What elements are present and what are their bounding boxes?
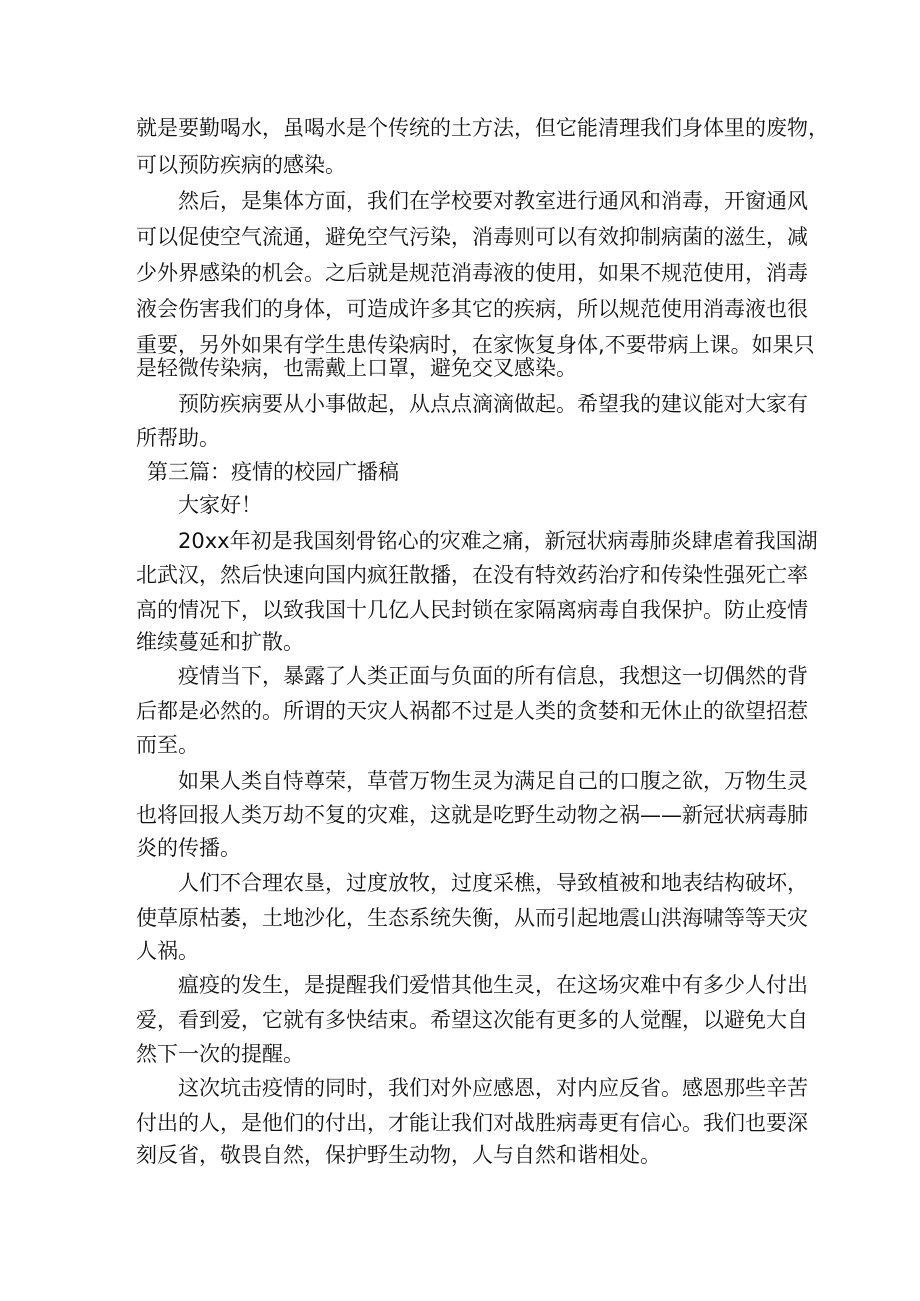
text-line: 少外界感染的机会。之后就是规范消毒液的使用，如果不规范使用，消毒 xyxy=(136,261,808,285)
text-line: 人们不合理农垦，过度放牧，过度采樵，导致植被和地表结构破坏， xyxy=(178,871,808,895)
text-line: 维续蔓延和扩散。 xyxy=(136,630,304,654)
text-line: 然下一次的提醒。 xyxy=(136,1042,304,1066)
text-line: 人祸。 xyxy=(136,939,199,963)
text-line: 炎的传播。 xyxy=(136,836,241,860)
text-line: 可以预防疾病的感染。 xyxy=(136,153,346,177)
section-heading: 第三篇：疫情的校园广播稿 xyxy=(147,460,399,484)
text-line: 预防疾病要从小事做起，从点点滴滴做起。希望我的建议能对大家有 xyxy=(178,392,808,416)
text-line: 付出的人，是他们的付出，才能让我们对战胜病毒更有信心。我们也要深 xyxy=(136,1111,808,1135)
text-line: 北武汉，然后快速向国内疯狂散播，在没有特效药治疗和传染性强死亡率 xyxy=(136,563,808,587)
text-line: 刻反省，敬畏自然，保护野生动物，人与自然和谐相处。 xyxy=(136,1143,661,1167)
text-line: 也将回报人类万劫不复的灾难，这就是吃野生动物之祸——新冠状病毒肺 xyxy=(136,803,808,827)
text-line: 然后，是集体方面，我们在学校要对教室进行通风和消毒，开窗通风 xyxy=(178,189,808,213)
text-line: 可以促使空气流通，避免空气污染，消毒则可以有效抑制病菌的滋生，减 xyxy=(136,225,808,249)
text-line: 液会伤害我们的身体，可造成许多其它的疾病，所以规范使用消毒液也很 xyxy=(136,297,808,321)
text-line: 所帮助。 xyxy=(136,426,220,450)
text-line: 疫情当下，暴露了人类正面与负面的所有信息，我想这一切偶然的背 xyxy=(178,664,808,688)
text-line: 大家好！ xyxy=(178,493,262,517)
text-line: 20xx年初是我国刻骨铭心的灾难之痛，新冠状病毒肺炎肆虐着我国湖 xyxy=(178,529,818,553)
text-line: 是轻微传染病，也需戴上口罩，避免交叉感染。 xyxy=(136,356,577,380)
text-line: 高的情况下，以致我国十几亿人民封锁在家隔离病毒自我保护。防止疫情 xyxy=(136,598,808,622)
text-line: 这次坑击疫情的同时，我们对外应感恩，对内应反省。感恩那些辛苦 xyxy=(178,1076,808,1100)
text-line: 而至。 xyxy=(136,733,199,757)
text-line: 后都是必然的。所谓的天灾人祸都不过是人类的贪婪和无休止的欲望招惹 xyxy=(136,699,808,723)
text-line: 重要，另外如果有学生患传染病时，在家恢复身体,不要带病上课。如果只 xyxy=(136,333,815,357)
text-line: 爱，看到爱，它就有多快结束。希望这次能有更多的人觉醒，以避免大自 xyxy=(136,1008,808,1032)
text-line: 如果人类自恃尊荣，草菅万物生灵为满足自己的口腹之欲，万物生灵 xyxy=(178,769,808,793)
text-line: 瘟疫的发生，是提醒我们爱惜其他生灵，在这场灾难中有多少人付出 xyxy=(178,973,808,997)
text-line: 使草原枯萎，土地沙化，生态系统失衡，从而引起地震山洪海啸等等天灾 xyxy=(136,906,808,930)
text-line: 就是要勤喝水，虽喝水是个传统的土方法，但它能清理我们身体里的废物， xyxy=(136,116,829,140)
